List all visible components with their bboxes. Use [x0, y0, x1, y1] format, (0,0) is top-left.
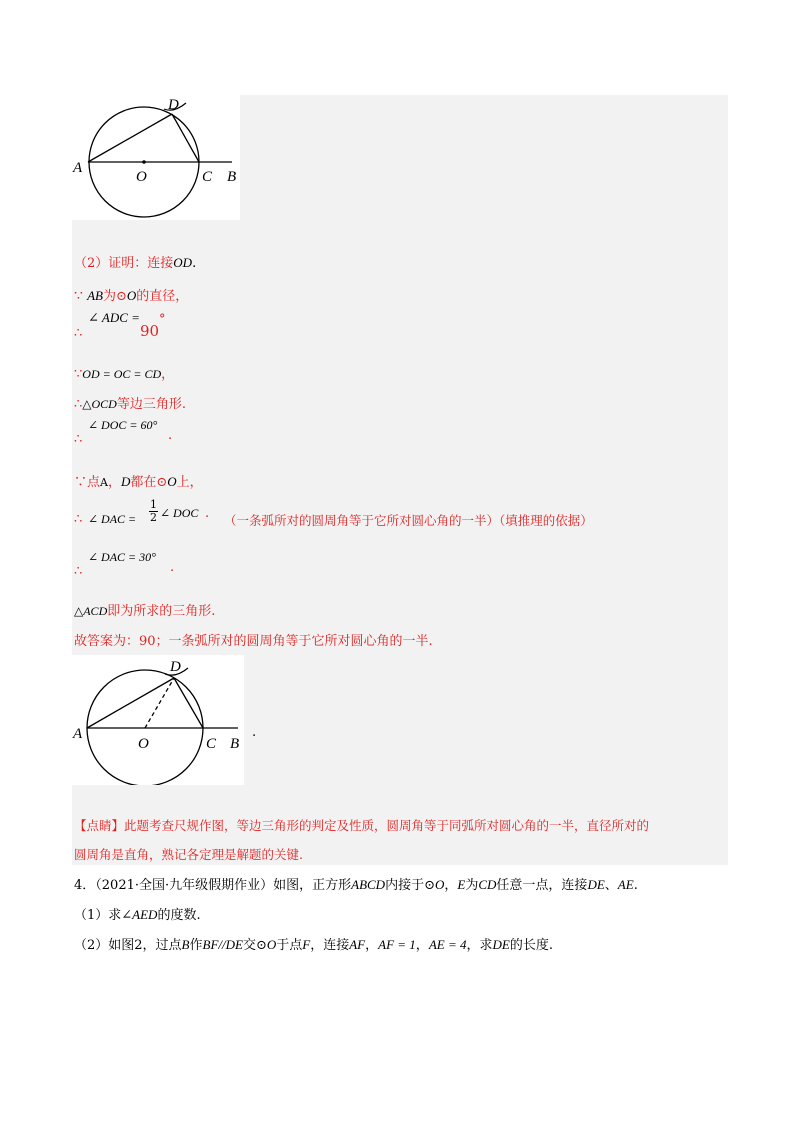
proof-line-8-math-right: ∠ DOC	[160, 506, 199, 520]
q4-part2-af: AF	[349, 937, 366, 952]
q4-mid: 内接于⊙	[385, 878, 435, 893]
answer-line: 故答案为：90；一条弧所对的圆周角等于它所对圆心角的一半.	[74, 634, 433, 649]
therefore-symbol-4: ∴	[74, 512, 83, 527]
q4-part2-make: 作	[189, 938, 203, 953]
label-o-2: O	[138, 736, 149, 752]
figure-2-trailing-dot: .	[252, 725, 257, 740]
because-symbol-2: ∵	[74, 367, 83, 382]
question-4-part-2	[74, 934, 553, 953]
center-point	[142, 160, 146, 164]
q4-part2-ask: ，求	[466, 938, 493, 953]
q4-part2-prefix: （2）如图2，过点	[74, 938, 182, 953]
figure-1	[72, 95, 240, 220]
label-b: B	[227, 169, 237, 185]
proof-line-8-end: .	[205, 506, 210, 521]
label-a-2: A	[73, 726, 83, 742]
line-ad-2	[87, 678, 174, 728]
proof-line-4-math: OD = OC = CD	[82, 367, 162, 381]
label-b-2: B	[230, 736, 240, 752]
proof-line-1-math: OD	[173, 255, 193, 270]
proof-line-10-math: △ACD	[74, 604, 108, 618]
proof-line-7-text: 都在⊙	[130, 475, 168, 490]
proof-line-2-text2: 的直径，	[136, 289, 189, 304]
q4-part1-rest: 的度数.	[157, 908, 201, 923]
q4-de: DE	[587, 877, 605, 892]
q4-e: E	[457, 877, 466, 892]
q4-part2-f: F	[302, 937, 311, 952]
q4-part2-o: O	[266, 937, 277, 952]
q4-part2-end: 的长度.	[509, 938, 553, 953]
label-c-2: C	[206, 736, 217, 752]
circle-diagram-2	[72, 655, 244, 785]
proof-line-7	[74, 471, 203, 490]
label-o: O	[136, 169, 147, 185]
q4-part2-bf: BF//DE	[202, 937, 243, 952]
q4-prefix: 4．（2021·全国·九年级假期作业）如图，正方形	[74, 878, 352, 893]
line-od-dashed	[145, 678, 174, 728]
label-a: A	[73, 160, 83, 176]
proof-line-2	[74, 285, 188, 304]
proof-line-2-math2: O	[126, 288, 137, 303]
q4-part2-connect: ，连接	[310, 938, 350, 953]
line-dc-2	[174, 678, 203, 728]
q4-rest: 任意一点，连接	[496, 878, 588, 893]
comment-line-1: 【点睛】此题考查尺规作图，等边三角形的判定及性质，圆周角等于同弧所对圆心角的一半，直径所对的	[74, 818, 650, 833]
label-d: D	[168, 97, 179, 113]
label-c: C	[202, 169, 213, 185]
proof-line-7-d: D	[120, 474, 131, 489]
proof-line-3-degree: °	[159, 312, 166, 327]
therefore-symbol-2: ∴	[74, 397, 83, 412]
proof-line-1	[74, 252, 196, 271]
proof-line-8-math-left: ∠ DAC =	[88, 512, 137, 526]
q4-cd: CD	[478, 877, 497, 892]
proof-line-5-math: △OCD	[82, 397, 117, 411]
therefore-symbol: ∴	[74, 326, 83, 341]
because-symbol: ∵	[74, 288, 83, 304]
q4-part1-aed: AED	[132, 907, 158, 922]
question-4-line-1	[74, 874, 638, 893]
comment-line-2: 圆周角是直角，熟记各定理是解题的关键.	[74, 847, 303, 862]
proof-line-7-a: A	[100, 476, 108, 489]
q4-part2-point: 于点	[276, 938, 303, 953]
proof-line-2-math: AB	[87, 288, 103, 303]
q4-part2-cross: 交⊙	[242, 938, 267, 953]
proof-line-4	[74, 363, 174, 382]
fraction-one-half	[149, 499, 158, 524]
proof-line-2-text1: 为⊙	[102, 289, 127, 304]
proof-line-3-math: ∠ ADC =	[88, 310, 140, 325]
proof-line-3-value: 90	[140, 322, 160, 340]
q4-for: 为	[465, 878, 479, 893]
q4-end: .	[633, 878, 638, 893]
circle-diagram-1	[72, 95, 240, 220]
proof-line-5	[74, 393, 186, 412]
q4-comma: ，	[444, 878, 458, 893]
line-ad	[88, 114, 172, 162]
q4-part2-sep2: ，	[415, 938, 429, 953]
q4-part1-prefix: （1）求∠	[74, 908, 133, 923]
proof-line-9-math: ∠ DAC = 30°	[88, 550, 156, 564]
proof-line-4-end: ，	[161, 367, 175, 382]
proof-line-7-end: 上，	[176, 475, 203, 490]
therefore-symbol-5: ∴	[74, 564, 83, 579]
line-dc	[172, 114, 199, 162]
label-d-2: D	[170, 659, 181, 675]
q4-o: O	[434, 877, 445, 892]
proof-line-9-end: .	[170, 560, 175, 575]
q4-part2-b: B	[181, 937, 190, 952]
q4-part2-sep: ，	[365, 938, 379, 953]
proof-line-6-math: ∠ DOC = 60°	[88, 418, 158, 432]
proof-line-10-text: 即为所求的三角形.	[107, 604, 216, 619]
proof-line-10	[74, 600, 215, 619]
proof-line-7-sep: ，	[107, 475, 121, 490]
proof-line-1-text: （2）证明：连接	[74, 256, 174, 271]
therefore-symbol-3: ∴	[74, 432, 83, 447]
proof-line-7-o: O	[167, 474, 177, 489]
q4-ae: AE	[617, 877, 634, 892]
q4-part2-ae4: AE = 4	[428, 937, 467, 952]
figure-2	[72, 655, 244, 785]
proof-line-7-because: ∵点	[74, 475, 101, 490]
q4-sep: 、	[604, 878, 618, 893]
question-4-part-1	[74, 904, 201, 923]
proof-line-8-reason: （一条弧所对的圆周角等于它所对圆心角的一半）（填推理的依据）	[224, 513, 593, 528]
proof-line-6-end: .	[168, 428, 173, 443]
proof-line-1-end: .	[192, 256, 197, 271]
q4-part2-de: DE	[492, 937, 510, 952]
q4-abcd: ABCD	[351, 877, 386, 892]
proof-line-5-text: 等边三角形.	[116, 397, 186, 412]
fraction-numerator: 1	[150, 498, 157, 511]
q4-part2-af1: AF = 1	[378, 937, 416, 952]
fraction-denominator: 2	[150, 511, 157, 524]
